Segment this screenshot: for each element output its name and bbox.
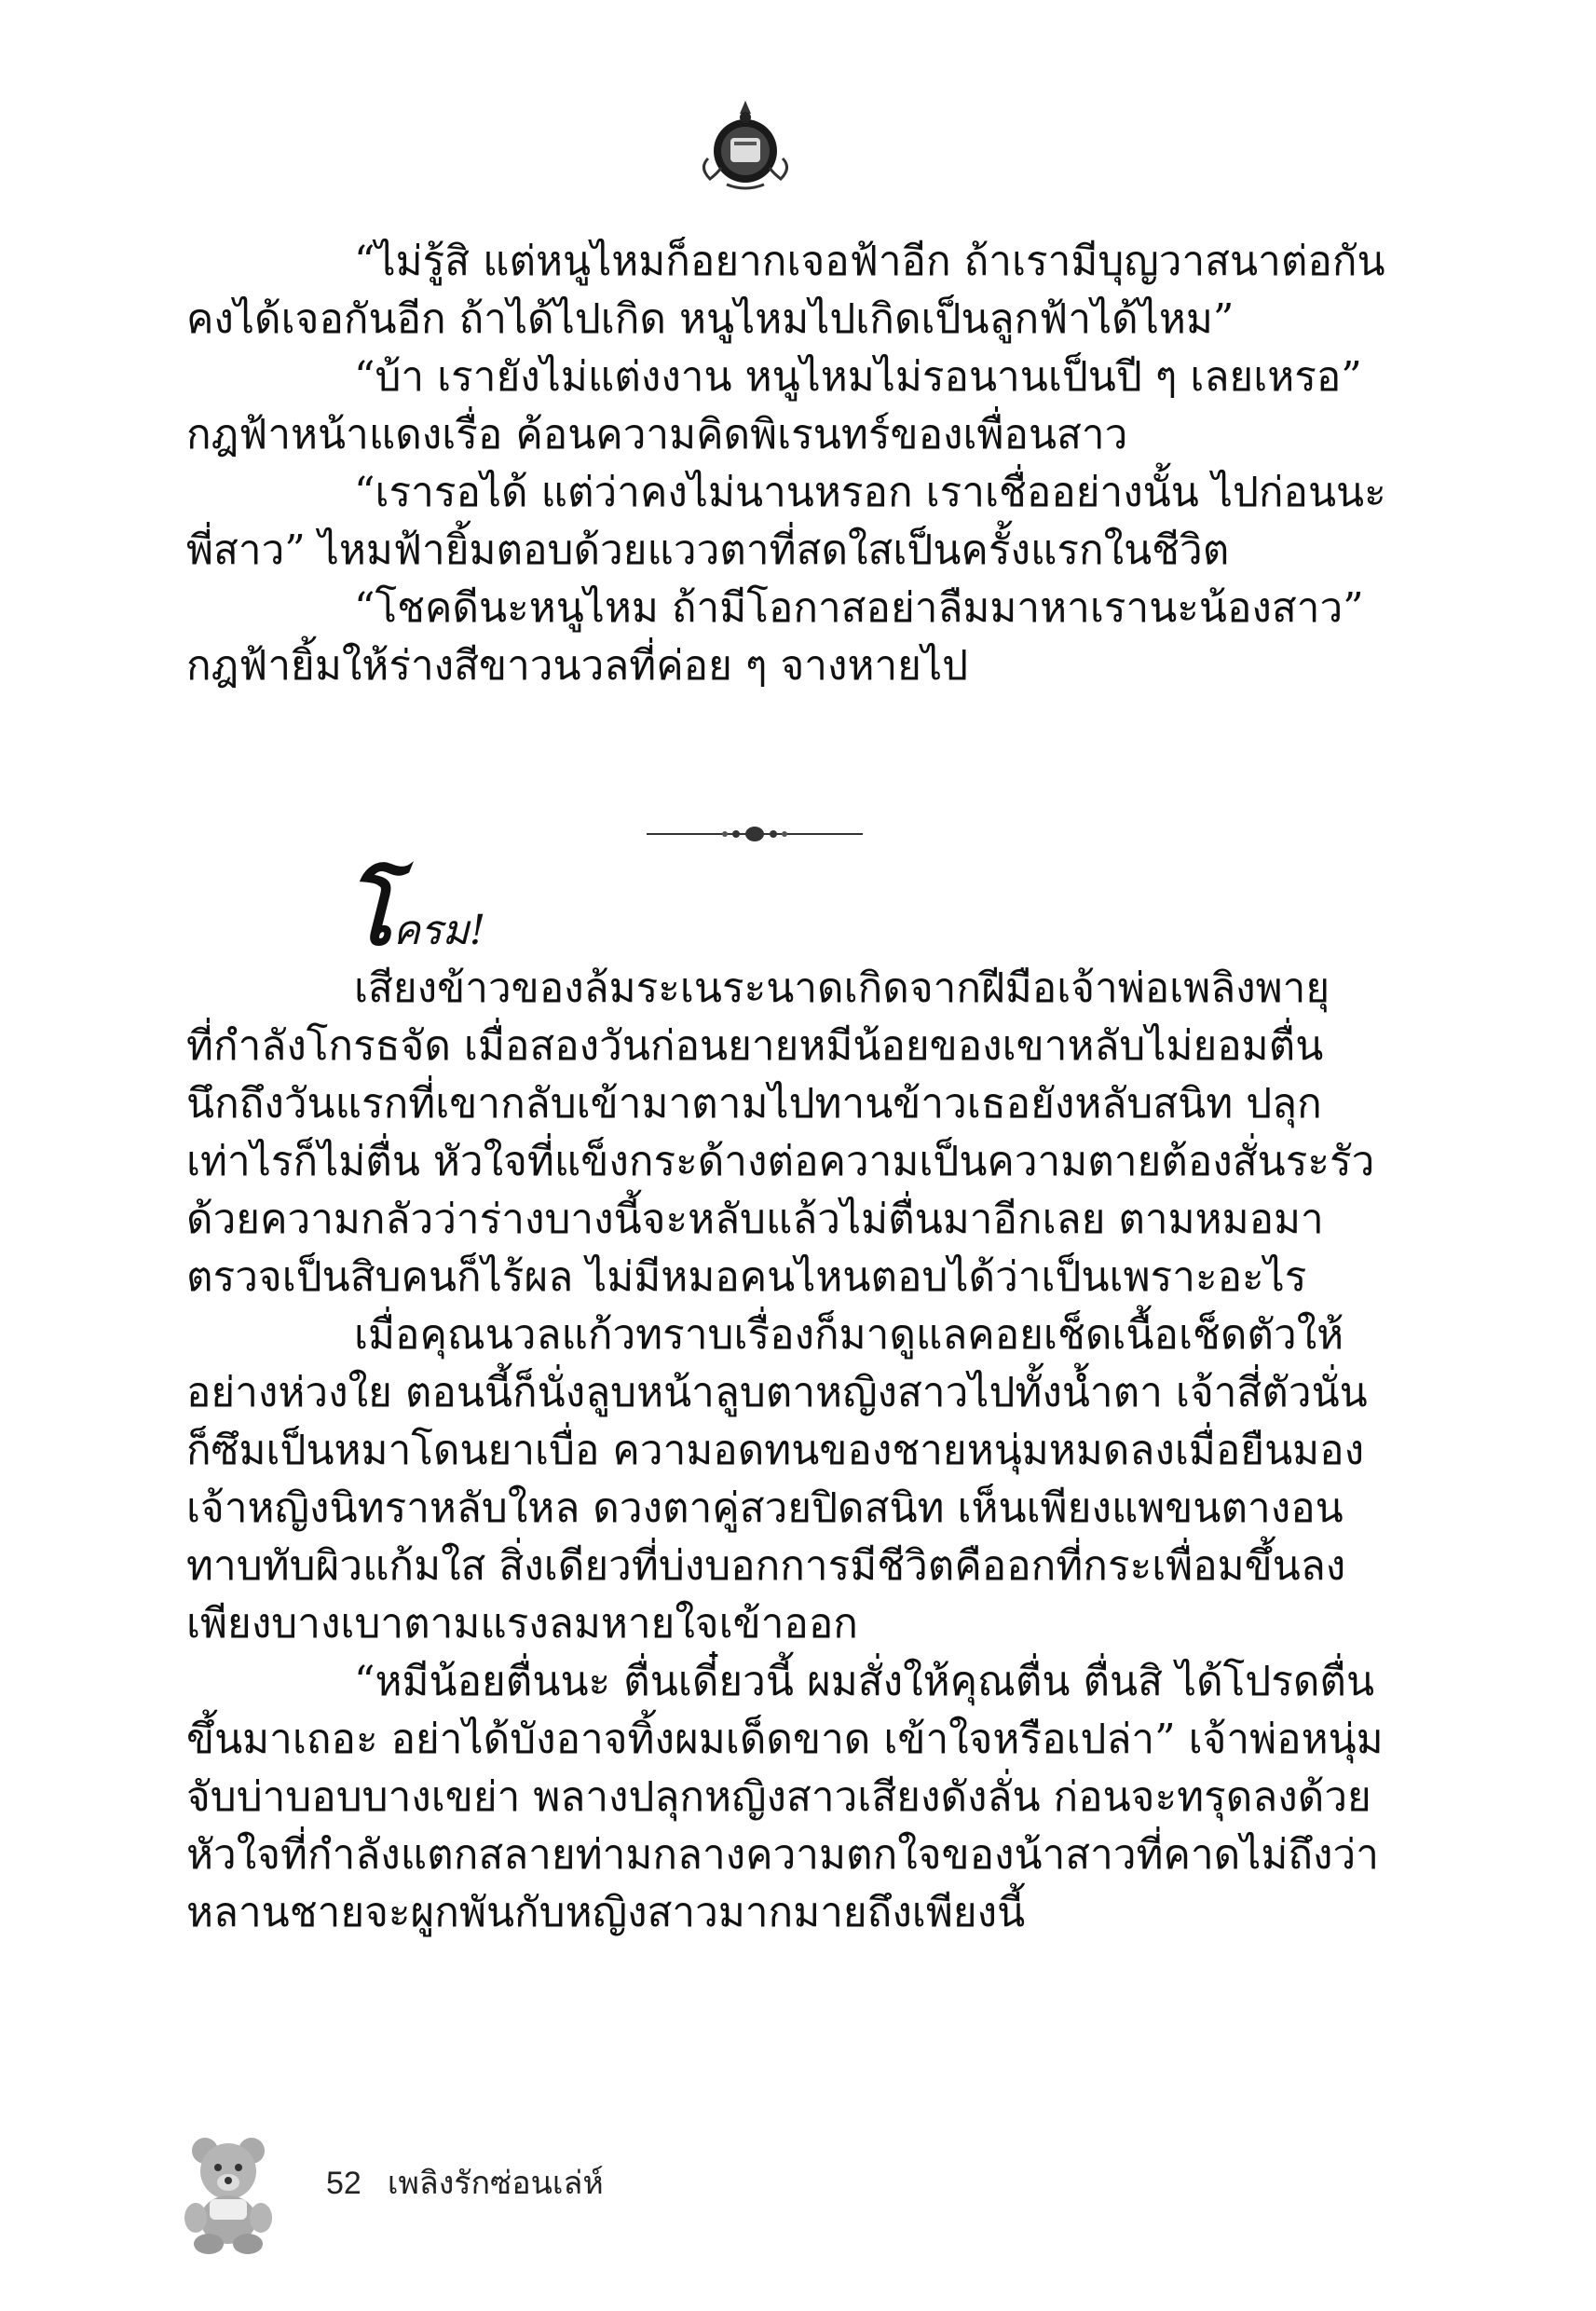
text-line: เท่าไรก็ไม่ตื่น หัวใจที่แข็งกระด้างต่อความเป็นความตายต้องสั่นระรัว xyxy=(186,1138,1375,1185)
text-line: อย่างห่วงใย ตอนนี้ก็นั่งลูบหน้าลูบตาหญิงสาวไปทั้งน้ำตา เจ้าสี่ตัวนั่น xyxy=(186,1369,1368,1416)
text-line: “หมีน้อยตื่นนะ ตื่นเดี๋ยวนี้ ผมสั่งให้คุณตื่น ตื่นสิ ได้โปรดตื่น xyxy=(354,1658,1375,1705)
text-line: เจ้าหญิงนิทราหลับใหล ดวงตาคู่สวยปิดสนิท เห็นเพียงแพขนตางอน xyxy=(186,1484,1344,1532)
text-line: กฎฟ้าหน้าแดงเรื่อ ค้อนความคิดพิเรนทร์ของเพื่อนสาว xyxy=(186,411,1128,458)
story-block-2 xyxy=(186,960,1384,1942)
text-line: ตรวจเป็นสิบคนก็ไร้ผล ไม่มีหมอคนไหนตอบได้ว่าเป็นเพราะอะไร xyxy=(186,1253,1307,1301)
text-line: นึกถึงวันแรกที่เขากลับเข้ามาตามไปทานข้าวเธอยังหลับสนิท ปลุก xyxy=(186,1080,1322,1128)
text-line: กฎฟ้ายิ้มให้ร่างสีขาวนวลที่ค่อย ๆ จางหายไป xyxy=(186,642,969,690)
story-block-1 xyxy=(186,233,1386,695)
text-line: ที่กำลังโกรธจัด เมื่อสองวันก่อนยายหมีน้อยของเขาหลับไม่ยอมตื่น xyxy=(186,1022,1324,1070)
text-line: “บ้า เรายังไม่แต่งงาน หนูไหมไม่รอนานเป็นปี ๆ เลยเหรอ” xyxy=(354,353,1362,401)
text-line: จับบ่าบอบบางเขย่า พลางปลุกหญิงสาวเสียงดังลั่น ก่อนจะทรุดลงด้วย xyxy=(186,1773,1371,1821)
text-line: “ไม่รู้สิ แต่หนูไหมก็อยากเจอฟ้าอีก ถ้าเรามีบุญวาสนาต่อกัน xyxy=(354,238,1385,285)
text-line: ด้วยความกลัวว่าร่างบางนี้จะหลับแล้วไม่ตื่นมาอีกเลย ตามหมอมา xyxy=(186,1196,1324,1243)
text-line: “เรารอได้ แต่ว่าคงไม่นานหรอก เราเชื่ออย่างนั้น ไปก่อนนะ xyxy=(354,469,1386,516)
text-line: หัวใจที่กำลังแตกสลายท่ามกลางความตกใจของน้าสาวที่คาดไม่ถึงว่า xyxy=(186,1831,1379,1879)
text-line: “โชคดีนะหนูไหม ถ้ามีโอกาสอย่าลืมมาหาเรานะน้องสาว” xyxy=(354,584,1364,632)
text-line: ทาบทับผิวแก้มใส สิ่งเดียวที่บ่งบอกการมีชีวิตคืออกที่กระเพื่อมขึ้นลง xyxy=(186,1542,1346,1590)
text-line: ก็ซึมเป็นหมาโดนยาเบื่อ ความอดทนของชายหนุ่มหมดลงเมื่อยืนมอง xyxy=(186,1427,1365,1474)
teddy-bear-icon xyxy=(177,2134,280,2255)
text-line: เพียงบางเบาตามแรงลมหายใจเข้าออก xyxy=(186,1600,858,1648)
text-line: หลานชายจะผูกพันกับหญิงสาวมากมายถึงเพียงนี้ xyxy=(186,1889,1026,1936)
dropcap-rest: ครม! xyxy=(392,907,486,954)
text-line: คงได้เจอกันอีก ถ้าได้ไปเกิด หนูไหมไปเกิดเป็นลูกฟ้าได้ไหม” xyxy=(186,295,1235,343)
page-footer xyxy=(326,2157,604,2208)
text-line: พี่สาว” ไหมฟ้ายิ้มตอบด้วยแววตาที่สดใสเป็นครั้งแรกในชีวิต xyxy=(186,526,1230,574)
page-number: 52 xyxy=(326,2166,361,2201)
book-title: เพลิงรักซ่อนเล่ห์ xyxy=(387,2166,604,2201)
section-divider-icon xyxy=(643,820,866,848)
chapter-ornament-icon xyxy=(689,93,801,196)
text-line: ขึ้นมาเถอะ อย่าได้บังอาจทิ้งผมเด็ดขาด เข้าใจหรือเปล่า” เจ้าพ่อหนุ่ม xyxy=(186,1716,1384,1763)
text-line: เสียงข้าวของล้มระเนระนาดเกิดจากฝีมือเจ้าพ่อเพลิงพายุ xyxy=(354,964,1330,1012)
dropcap-heading xyxy=(345,860,486,965)
dropcap-letter: โ xyxy=(345,860,393,965)
text-line: เมื่อคุณนวลแก้วทราบเรื่องก็มาดูแลคอยเช็ดเนื้อเช็ดตัวให้ xyxy=(354,1311,1344,1359)
